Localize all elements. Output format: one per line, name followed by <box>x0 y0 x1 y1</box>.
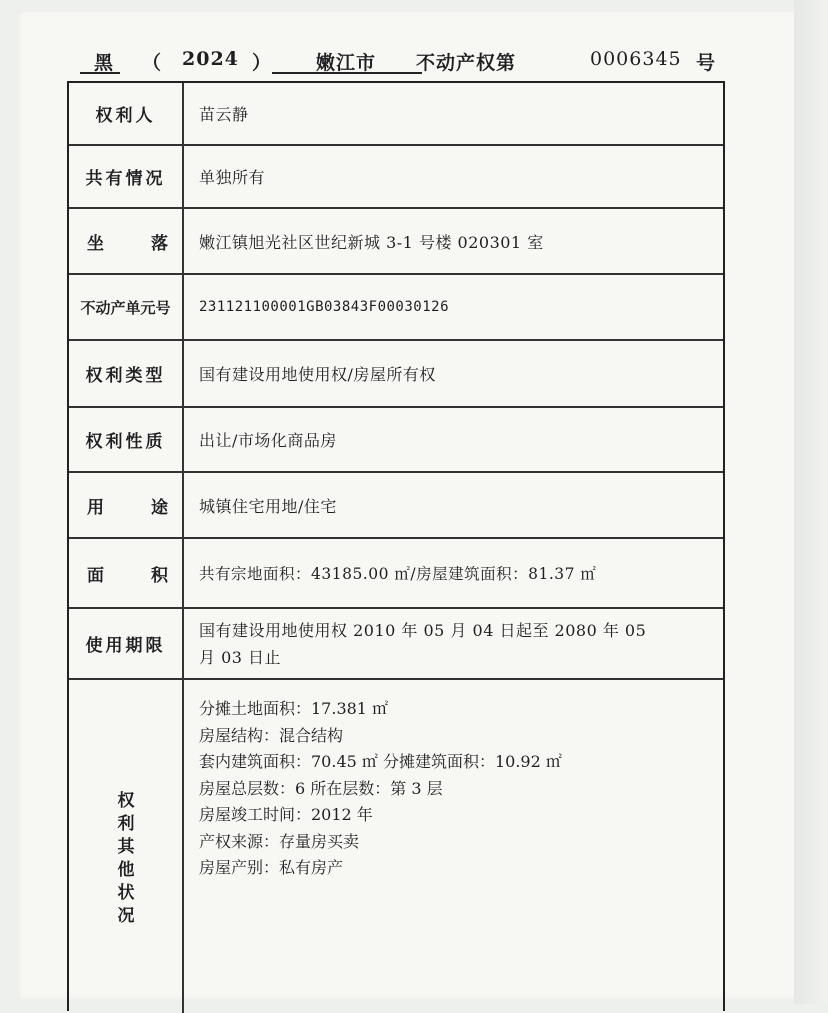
value-location: 嫩江镇旭光社区世纪新城 3-1 号楼 020301 室 <box>199 232 544 252</box>
label-area <box>69 539 184 607</box>
header-province: 黑 <box>94 52 115 74</box>
value-area: 共有宗地面积：43185.00 ㎡/房屋建筑面积：81.37 ㎡ <box>199 565 597 583</box>
detail-line: 房屋总层数：6 所在层数：第 3 层 <box>199 778 443 798</box>
label-usage-b: 途 <box>151 497 168 518</box>
label-location-a: 坐 <box>87 233 104 254</box>
header-title: 不动产权第 <box>416 52 517 74</box>
label-owner: 权利人 <box>69 83 184 144</box>
label-co-ownership: 共有情况 <box>69 146 184 207</box>
value-term <box>199 609 713 678</box>
row-right-nature <box>69 408 723 473</box>
detail-line: 套内建筑面积：70.45 ㎡ 分摊建筑面积：10.92 ㎡ <box>199 752 562 771</box>
value-term-line2: 月 03 日止 <box>199 647 282 667</box>
label-term: 使用期限 <box>69 609 184 678</box>
row-right-type <box>69 341 723 408</box>
header-city: 嫩江市 <box>316 52 377 74</box>
label-other-text <box>114 790 138 928</box>
label-char: 况 <box>117 906 135 926</box>
value-term-line1: 国有建设用地使用权 2010 年 05 月 04 日起至 2080 年 05 <box>199 620 647 640</box>
label-char: 状 <box>117 883 135 903</box>
certificate-header <box>80 44 740 80</box>
label-char: 权 <box>117 791 135 811</box>
value-co-ownership: 单独所有 <box>199 168 266 187</box>
label-area-b: 积 <box>151 565 168 586</box>
label-usage <box>69 473 184 537</box>
value-right-nature: 出让/市场化商品房 <box>199 431 337 450</box>
detail-line: 房屋产别：私有房产 <box>199 858 344 877</box>
label-location-b: 落 <box>151 233 168 254</box>
value-right-type: 国有建设用地使用权/房屋所有权 <box>199 365 436 384</box>
value-unit-number: 231121100001GB03843F00030126 <box>199 299 450 315</box>
row-area <box>69 539 723 609</box>
detail-line: 房屋竣工时间：2012 年 <box>199 805 373 824</box>
other-details <box>199 696 562 882</box>
header-number: 0006345 <box>590 48 682 70</box>
detail-line: 分摊土地面积：17.381 ㎡ <box>199 699 389 718</box>
label-right-type: 权利类型 <box>69 341 184 406</box>
label-char: 其 <box>117 837 135 857</box>
label-char: 利 <box>117 814 135 834</box>
certificate-table <box>67 81 725 1011</box>
row-usage <box>69 473 723 539</box>
label-unit-number: 不动产单元号 <box>69 275 184 339</box>
detail-line: 产权来源：存量房买卖 <box>199 831 360 851</box>
row-owner <box>69 83 723 146</box>
value-usage: 城镇住宅用地/住宅 <box>199 496 337 516</box>
row-location <box>69 209 723 275</box>
header-suffix: 号 <box>696 52 717 74</box>
value-owner: 苗云静 <box>199 105 249 124</box>
header-paren-close: ） <box>252 52 273 74</box>
label-location <box>69 209 184 273</box>
page-edge <box>794 0 828 1004</box>
header-paren-open: （ <box>142 52 163 74</box>
row-other <box>69 680 723 1013</box>
label-area-a: 面 <box>87 565 104 586</box>
row-term <box>69 609 723 680</box>
label-right-nature: 权利性质 <box>69 408 184 471</box>
detail-line: 房屋结构：混合结构 <box>199 725 344 745</box>
row-co-ownership <box>69 146 723 209</box>
label-usage-a: 用 <box>87 497 104 518</box>
label-char: 他 <box>117 860 135 880</box>
header-year: 2024 <box>182 48 239 70</box>
row-unit-number <box>69 275 723 341</box>
underline <box>80 72 120 74</box>
label-other <box>69 680 184 1013</box>
